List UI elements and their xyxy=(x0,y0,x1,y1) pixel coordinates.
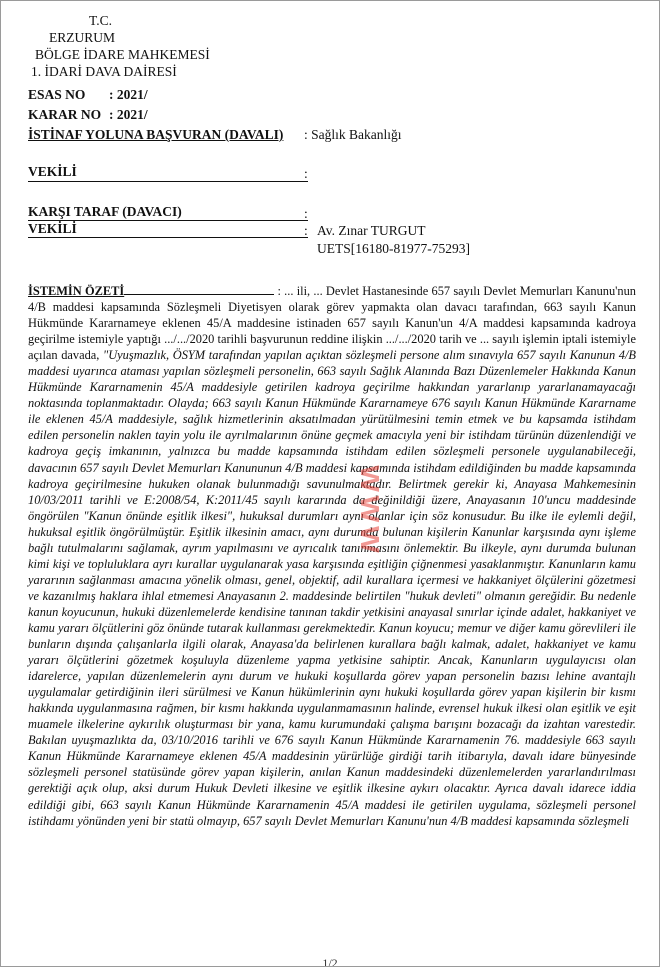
counsel-uets: UETS[16180-81977-75293] xyxy=(317,241,470,256)
appellant-counsel-rule xyxy=(28,181,308,182)
summary-quoted: "Uyuşmazlık, ÖSYM tarafından yapılan açıktan sözleşmeli persone alım sınavıyla 657 sayılı Kanunun 4/B maddesi uyarınca ataması yapılan sözleşmeli personelin, 663 sayılı Sağlık Alanında Bazı Düzenlemeler Hakkında Kanun Hükmünde Kararnamenin 45/A maddesiyle getirilen kadroya geçirilme hakkından yararlanıp yararlanamayacağı noktasında toplanmaktadır. Olayda; 663 sayılı Kanun Hükmünde Kararnameye 676 sayılı Kanun Hükmünde Kararname ile eklenen 45/A maddesiyle, sağlık hizmetlerinin aksatılmadan yürütülmesini temin etmek ve bu kapsamda istihdam edilen personelin naklen tayin yolu ile ayrılmalarının önüne geçmek amacıyla yeni bir istihdam türünün düzenlendiği ve kadroya geçiş imkanının, yalnızca bu madde kapsamında istihdam edilen sözleşmeli personele uygulanabileceği, davacının 657 sayılı Devlet Memurları Kanununun 4/B maddesi kapsamında istihdam edildiğinden bu madde kapsamında kadroya geçirilmesine hukuken olanak bulunmadığı savunulmaktadır. Belirtmek gerekir ki, Anayasa Mahkemesinin 10/03/2011 tarihli ve E:2008/54, K:2011/45 sayılı kararında da değinildiği üzere, Anayasanın 10'uncu maddesinde öngörülen "Kanun önünde eşitlik ilkesi", hukuksal durumları aynı olanlar için söz konusudur. Bu ilke ile eylemli değil, hukuksal eşitlik öngörülmüştür. Eşitlik ilkesinin amacı, aynı durumda bulunan kişilerin Kanunlar karşısında aynı işleme bağlı tutulmalarını sağlamak, ayrım yapılmasını ve ayrıcalık tanınmasını önlemektir. Bu ilkeyle, aynı durumda bulunan kimi kişi ve topluluklara ayrı kurallar uygulanarak yasa karşısında eşitliğin çiğnenmesi yasaklanmıştır. Kanunların kamu yararının sağlanması amacına yönelik olması, genel, objektif, adil kurallara içermesi ve hakkaniyet ölçülerini gözetmesi ve kazanılmış haklara ihlal etmemesi Anayasanın 2. maddesinde belirtilen "hukuk devleti" olmanın gereğidir. Bu nedenle kanun koyucunun, hukuki düzenlemelerde kendisine tanınan takdir yetkisini anayasal sınırlar içinde adalet, hakkaniyet ve kamu yararı ölçütlerini göz önünde tutarak kullanması gerekmektedir. Kanun koyucu; memur ve diğer kamu görevlileri ile bunların dışında çalışanlarla ilgili olarak, Anayasa'da belirlenen kurallara bağlı kalmak, adalet, hakkaniyet ve kamu yararı ölçütlerini gözetmek koşuluyla düzenleme yapma yetkisine sahiptir. Ancak, Kanunların uygulayıcısı olan idarelerce, yapılan düzenlemelerin aynı durum ve hukuki koşullarda görev yapan personelin bazısı lehine avantajlı uygulamalar getirdiğinin ileri sürülmesi ve Kanun hükümlerinin aynı hukuki koşullarda görev yapan kişilerin bir kısmı hakkında uygulanmasına rağmen, bir kısmı hakkında uygulanmamasının halinde, evrensel hukuk ilkesi olan eşitlik ve eşit muamele ilkelerine aykırılık oluşturması bir yana, kamu kurumundaki çalışma barışını bozacağı da izahtan varestedir. Bakılan uyuşmazlıkta da, 03/10/2016 tarihli ve 676 sayılı Kanun Hükmünde Kararnamenin 76. maddesiyle 663 sayılı Kanun Hükmünde Kararnameye eklenen 45/A maddesinin yürürlüğe girdiği tarih itibarıyla, davalı idare bünyesinde sözleşmeli personel statüsünde görev yapan kişilerin, anılan Kanun maddesindeki düzenlemelerden yararlandırılması gerektiği açık olup, aksi durum Hukuk Devleti ilkesine ve eşitlik ilkesine aykırı olacaktır. Ayrıca davalı idarece iddia edildiği gibi, 663 sayılı Kanun Hükmünde Kararnamenin 45/A maddesi ile getirilen uygulama, sözleşmeli personel istihdamı yönünden yeni bir statü olmayıp, 657 sayılı Devlet Memurları Kanunu'nun 4/B maddesi kapsamında sözleşmeli xyxy=(28,348,636,828)
karar-label: KARAR NO xyxy=(28,107,102,122)
appellant-value: : Sağlık Bakanlığı xyxy=(304,127,402,142)
appellant-label: İSTİNAF YOLUNA BAŞVURAN (DAVALI) xyxy=(28,127,284,142)
header-chamber: 1. İDARİ DAVA DAİRESİ xyxy=(31,64,177,79)
esas-value: : 2021/ xyxy=(109,87,148,102)
summary-body xyxy=(28,283,636,829)
page-number: 1/2 xyxy=(322,956,338,967)
counterparty-counsel-rule xyxy=(28,237,308,238)
header-court: BÖLGE İDARE MAHKEMESİ xyxy=(35,47,210,62)
counterparty-counsel-label: VEKİLİ xyxy=(28,221,77,236)
counterparty-label: KARŞI TARAF (DAVACI) xyxy=(28,204,182,219)
counsel-name: Av. Zınar TURGUT xyxy=(317,223,426,238)
karar-value: : 2021/ xyxy=(109,107,148,122)
esas-label: ESAS NO xyxy=(28,87,86,102)
summary-label: İSTEMİN ÖZETİ xyxy=(28,284,125,298)
summary-label-rule xyxy=(124,284,274,295)
summary-intro: : ... ili, ... Devlet Hastanesinde 657 sayılı Devlet Memurları Kanunu'nun 4/B maddesi kapsamında Sözleşmeli Diyetisyen olarak görev yapmakta olan davacı tarafından, 663 sayılı Kanun Hükmünde Kararnameye eklenen 45/A maddesine istinaden 657 sayılı Kanun'un 4/A maddesi kapsamında kadroya geçirilme istemiyle yaptığı .../.../2020 tarihli başvurunun reddine ilişkin .../.../2020 tarih ve ... sayılı işlemin iptali istemiyle açılan davada, xyxy=(28,284,636,363)
appellant-counsel-label: VEKİLİ xyxy=(28,164,77,179)
header-city: ERZURUM xyxy=(49,30,116,45)
counterparty-counsel-colon: : xyxy=(304,223,308,238)
svg-text:www: www xyxy=(353,465,391,557)
counterparty-colon: : xyxy=(304,206,308,221)
header-tc: T.C. xyxy=(89,13,112,28)
appellant-counsel-colon: : xyxy=(304,166,308,181)
